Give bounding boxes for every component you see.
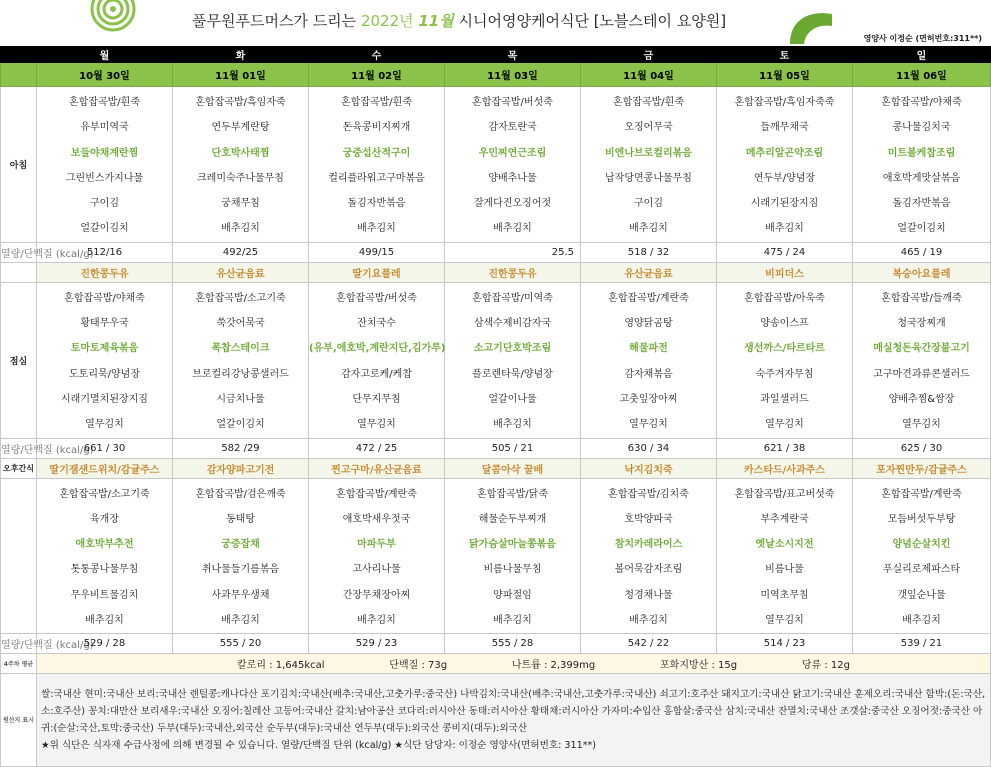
menu-item: 돌김자반볶음 [892,198,951,210]
kcal-label: 열량/단백질 (kcal/g) [1,634,37,654]
dinner-cell [37,478,173,634]
menu-item: 배추김치 [902,615,941,627]
menu-item: 연두부계란탕 [211,122,270,134]
menu-table [0,46,991,767]
lunch-cell [309,282,445,438]
menu-item: 고춧잎장아찌 [619,393,678,405]
breakfast-cell [37,87,173,243]
menu-item: 비엔나브로컬리볶음 [605,147,692,159]
menu-item: 배추김치 [357,615,396,627]
kcal-protein-value: 465 / 19 [853,242,991,262]
menu-item: 호박양파국 [624,513,673,525]
avg-protein: 단백질 : 73g [389,660,448,672]
lunch-cell [581,282,717,438]
menu-item: 궁중섭산적구이 [342,147,411,159]
menu-item: 열무김치 [85,419,124,431]
day-header: 목 [445,47,581,63]
menu-item: 혼합잡곡밥/아욱죽 [744,292,825,304]
snack-item: 달콤아삭 꿀배 [445,458,581,478]
menu-item: 얼갈이김치 [80,223,129,235]
menu-item: 메추리알곤약조림 [745,147,824,159]
menu-item: 취나물들기름볶음 [201,564,280,576]
menu-item: 토마토제육볶음 [70,343,139,355]
menu-item: 동태탕 [226,513,255,525]
menu-item: 열무김치 [902,419,941,431]
menu-item: 배추김치 [493,419,532,431]
menu-item: 청경채나물 [624,589,673,601]
menu-item: 쑥갓어묵국 [216,318,265,330]
menu-item: 양념순살치킨 [892,539,951,551]
snack-item: 감자양파고기전 [173,458,309,478]
menu-item: 옛날소시지전 [755,539,814,551]
date-header: 11월 04일 [581,63,717,87]
menu-item: 생선까스/타르타르 [744,343,825,355]
kcal-protein-value: 499/15 [309,242,445,262]
menu-item: 황태무우국 [80,318,129,330]
kcal-protein-value: 472 / 25 [309,438,445,458]
date-header: 11월 06일 [853,63,991,87]
menu-item: 혼합잡곡밥/소고기죽 [195,292,286,304]
day-header: 수 [309,47,445,63]
menu-item: 마파두부 [357,539,396,551]
menu-item: 고구마견과류콘샐러드 [873,368,970,380]
pulmuone-logo-icon [90,0,136,32]
snack-item: 낙지김치죽 [581,458,717,478]
kcal-protein-value: 555 / 28 [445,634,581,654]
menu-item: 열무김치 [357,419,396,431]
menu-item: 숙주겨자무침 [755,368,814,380]
breakfast-cell [309,87,445,243]
menu-item: 폭찹스테이크 [211,343,270,355]
avg-calorie: 칼로리 : 1,645kcal [237,660,325,672]
menu-item: 시래기된장지짐 [750,198,819,210]
breakfast-cell [853,87,991,243]
menu-item: 궁중잡채 [221,539,260,551]
menu-item: 매실청돈육간장불고기 [873,343,970,355]
kcal-protein-value: 555 / 20 [173,634,309,654]
menu-item: 혼합잡곡밥/검은깨죽 [195,488,286,500]
menu-item: 열무김치 [765,615,804,627]
kcal-protein-value: 539 / 21 [853,634,991,654]
snack-item: 비피더스 [717,262,853,282]
menu-item: 미역초무침 [760,589,809,601]
menu-item: 삼색수제비감자국 [473,318,552,330]
menu-item: 얼갈이김치 [897,223,946,235]
breakfast-cell [445,87,581,243]
menu-item: 혼합잡곡밥/야채죽 [64,292,145,304]
menu-item: 혼합잡곡밥/흑임자죽 [195,97,286,108]
dinner-cell [581,478,717,634]
menu-item: 잔치국수 [357,318,396,330]
breakfast-cell [717,87,853,243]
menu-item: 컬리플라워고구마볶음 [328,172,425,184]
menu-item: 비름나물 [765,564,804,576]
menu-item: 배추김치 [85,615,124,627]
lunch-label: 점심 [1,282,37,438]
menu-item: 감자토란국 [488,122,537,134]
avg-sugar: 당류 : 12g [801,660,850,672]
menu-item: 그린빈스가지나물 [65,172,144,184]
breakfast-label: 아침 [1,87,37,243]
menu-item: 고사리나물 [352,564,401,576]
menu-item: 구이김 [90,198,119,210]
breakfast-cell [173,87,309,243]
avg-sodium: 나트륨 : 2,399mg [511,660,596,672]
menu-item: 혼합잡곡밥/흰죽 [69,97,140,108]
lunch-cell [445,282,581,438]
menu-item: 혼합잡곡밥/미역죽 [472,292,553,304]
menu-item: 해물순두부찌개 [478,513,547,525]
lunch-cell [853,282,991,438]
kcal-label: 열량/단백질 (kcal/g) [1,438,37,458]
menu-item: 오징어무국 [624,122,673,134]
header [0,0,990,46]
menu-item: 크레미숙주나물무침 [197,172,284,184]
page-title: 풀무원푸드머스가 드리는 2022년 11월 시니어영양케어식단 [노블스테이 요양원] [192,12,727,30]
menu-item: 잘게다진오징어젓 [473,198,552,210]
date-header: 11월 01일 [173,63,309,87]
leaf-logo-icon [780,4,840,44]
menu-item: 육개장 [90,513,119,525]
snack-item: 유산균음료 [581,262,717,282]
date-header: 10월 30일 [37,63,173,87]
dinner-cell [853,478,991,634]
menu-item: 혼합잡곡밥/닭죽 [477,488,548,500]
menu-item: 미트볼케찹조림 [887,147,956,159]
dietitian-info: 영양사 이정순 (면허번호:311**) [863,34,982,43]
menu-item: 콩나물김치국 [892,122,951,134]
kcal-protein-value: 529 / 23 [309,634,445,654]
afternoon_snack-label: 오후간식 [1,458,37,478]
menu-item: 양파절임 [493,589,532,601]
menu-item: 톳통콩나물무침 [70,564,139,576]
menu-item: (유부,애호박,계란지단,김가루) [309,343,446,355]
menu-item: 구이김 [634,198,663,210]
snack-item: 복숭아요플레 [853,262,991,282]
menu-item: 단무지무침 [352,393,401,405]
dinner-cell [717,478,853,634]
menu-item: 배추김치 [765,223,804,235]
menu-item: 애호박새우젓국 [342,513,411,525]
menu-item: 시래기멸치된장지짐 [61,393,148,405]
menu-item: 볼어묵감자조림 [614,564,683,576]
menu-item: 혼합잡곡밥/김치죽 [608,488,689,500]
kcal-protein-value: 512/16 [37,242,173,262]
kcal-protein-value: 475 / 24 [717,242,853,262]
morning_snack-label [1,262,37,282]
corner-cell [1,47,37,63]
menu-item: 갯잎순나물 [897,589,946,601]
menu-item: 혼합잡곡밥/흑임자죽죽 [734,97,835,108]
menu-item: 닭가슴살마늘쫑볶음 [469,539,556,551]
day-header: 월 [37,47,173,63]
menu-item: 배추김치 [221,223,260,235]
menu-item: 모듬버섯두부탕 [887,513,956,525]
kcal-protein-value: 514 / 23 [717,634,853,654]
menu-item: 간장무채장아찌 [342,589,411,601]
snack-item: 유산균음료 [173,262,309,282]
menu-item: 얼갈이나물 [488,393,537,405]
corner-cell [1,63,37,87]
menu-item: 영양닭곰탕 [624,318,673,330]
dinner-label [1,478,37,634]
menu-item: 열무김치 [765,419,804,431]
menu-item: 배추김치 [357,223,396,235]
day-header: 화 [173,47,309,63]
menu-item: 혼합잡곡밥/들깨죽 [881,292,962,304]
menu-item: 혼합잡곡밥/버섯죽 [472,97,553,108]
snack-item: 딸기잼샌드위치/감귤주스 [37,458,173,478]
snack-item: 포자찐만두/감귤주스 [853,458,991,478]
menu-item: 돈육콩비지찌개 [342,122,411,134]
menu-item: 청국장찌개 [897,318,946,330]
menu-item: 혼합잡곡밥/흰죽 [341,97,412,108]
avg-sat-fat: 포화지방산 : 15g [660,660,738,672]
menu-item: 혼합잡곡밥/흰죽 [613,97,684,108]
menu-item: 열무김치 [629,419,668,431]
date-header: 11월 02일 [309,63,445,87]
menu-item: 배추김치 [493,615,532,627]
kcal-protein-value: 625 / 30 [853,438,991,458]
menu-item: 해물파전 [629,343,668,355]
avg-values [37,654,991,674]
kcal-protein-value: 621 / 38 [717,438,853,458]
snack-item: 진한콩두유 [37,262,173,282]
dinner-cell [173,478,309,634]
menu-item: 브로컬리강낭콩샐러드 [192,368,289,380]
menu-item: 우민찌연근조림 [478,147,547,159]
origin-label: 원산지 표시 [1,674,37,767]
menu-item: 혼합잡곡밥/계란죽 [608,292,689,304]
menu-item: 비름나물무침 [483,564,542,576]
menu-item: 배추김치 [629,223,668,235]
avg-label: 4주차 평균 [1,654,37,674]
kcal-protein-value: 529 / 28 [37,634,173,654]
dinner-cell [309,478,445,634]
kcal-protein-value: 25.5 [445,242,581,262]
menu-item: 양배추나물 [488,172,537,184]
menu-item: 감자고로케/케찹 [341,368,412,380]
kcal-protein-value: 630 / 34 [581,438,717,458]
day-header: 금 [581,47,717,63]
menu-item: 소고기단호박조림 [473,343,552,355]
lunch-cell [37,282,173,438]
origin-note: ★위 식단은 식자재 수급사정에 의해 변경될 수 있습니다. 열량/단백질 단위 (kcal/g) ★식단 담당자: 이정순 영양사(면허번호: 311**) [41,740,597,752]
kcal-protein-value: 582 /29 [173,438,309,458]
menu-item: 납작당면콩나물무침 [605,172,692,184]
menu-item: 얼갈이김치 [216,419,265,431]
menu-item: 혼합잡곡밥/계란죽 [336,488,417,500]
dinner-cell [445,478,581,634]
menu-item: 보들야채계란찜 [70,147,139,159]
menu-item: 연두부/양념장 [753,172,816,184]
menu-item: 돌김자반볶음 [347,198,406,210]
menu-item: 혼합잡곡밥/계란죽 [881,488,962,500]
lunch-cell [717,282,853,438]
menu-item: 무우비트물김치 [70,589,139,601]
menu-item: 양송이스프 [760,318,809,330]
menu-item: 배추김치 [629,615,668,627]
snack-item: 딸기요플레 [309,262,445,282]
menu-item: 플로렌타묵/양념장 [472,368,553,380]
kcal-protein-value: 492/25 [173,242,309,262]
kcal-protein-value: 542 / 22 [581,634,717,654]
menu-item: 부추계란국 [760,513,809,525]
snack-item: 카스타드/사과주스 [717,458,853,478]
origin-list: 쌀:국내산 현미:국내산 보리:국내산 렌틸콩:캐나다산 포기김치:국내산(배추:국내산,고춧가루:중국산) 나박김치:국내산(배추:국내산,고춧가루:국내산) 쇠고기:호주산 돼지고기:국내산 닭고기:국내산 훈제오리:국내산 함박:(돈:국산,소:호주산) 꽁치:대만산 보리새우:국내산 오징어:칠레산 고등어:국내산 갈치:남아공산 코다리:러시아산 동태:러시아산 황태채:러시아산 가자미:수입산 홍합살:중국산 삼치:국내산 잔멸치:국내산 조갯살:중국산 오징어젓:중국산 아귀:(순살:국산,토막:중국산) 두부(대두):국내산,외국산 순두부(대두):국내산 연두부(대두):외국산 콩비지(대두):외국산 [41,689,986,735]
menu-item: 혼합잡곡밥/소고기죽 [59,488,150,500]
menu-item: 양배추찜&쌈장 [888,393,955,405]
menu-item: 푸실리로제파스타 [882,564,961,576]
menu-item: 혼합잡곡밥/표고버섯죽 [734,488,835,500]
menu-item: 시금치나물 [216,393,265,405]
menu-item: 감자채볶음 [624,368,673,380]
lunch-cell [173,282,309,438]
day-header: 일 [853,47,991,63]
menu-item: 단호박사태찜 [211,147,270,159]
menu-item: 들깨무채국 [760,122,809,134]
menu-item: 혼합잡곡밥/버섯죽 [336,292,417,304]
menu-item: 유부미역국 [80,122,129,134]
day-header: 토 [717,47,853,63]
origin-text [37,674,991,767]
menu-item: 사과무우생채 [211,589,270,601]
breakfast-cell [581,87,717,243]
menu-item: 과일샐러드 [760,393,809,405]
menu-item: 혼합잡곡밥/야채죽 [881,97,962,108]
kcal-label: 열량/단백질 (kcal/g) [1,242,37,262]
menu-item: 애호박부추전 [75,539,134,551]
menu-item: 궁채무침 [221,198,260,210]
snack-item: 진한콩두유 [445,262,581,282]
kcal-protein-value: 505 / 21 [445,438,581,458]
avg-line [37,656,990,671]
date-header: 11월 05일 [717,63,853,87]
kcal-protein-value: 661 / 30 [37,438,173,458]
menu-item: 배추김치 [493,223,532,235]
menu-item: 도토리묵/양념장 [69,368,140,380]
snack-item: 찐고구마/유산균음료 [309,458,445,478]
date-header: 11월 03일 [445,63,581,87]
menu-item: 애호박게맛살볶음 [882,172,961,184]
menu-item: 배추김치 [221,615,260,627]
menu-item: 참치카레라이스 [614,539,683,551]
kcal-protein-value: 518 / 32 [581,242,717,262]
